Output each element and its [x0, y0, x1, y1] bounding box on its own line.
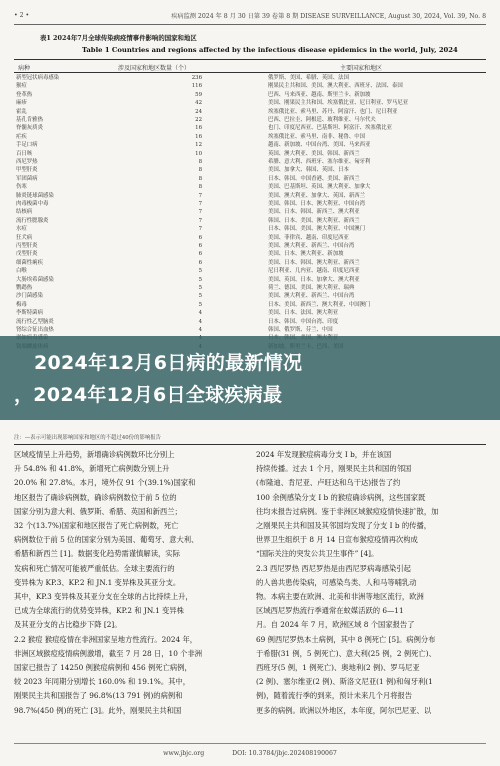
- table-row: [14, 234, 486, 242]
- cell-disease: 鹦鹉热: [16, 285, 33, 291]
- table-row: [14, 82, 486, 90]
- table-col-regions: 主要国家和地区: [340, 65, 383, 72]
- cell-regions: 尼日利亚、几内亚、越南、印度尼西亚: [268, 268, 360, 275]
- cell-regions: 日本、美国、新西兰、澳大利亚、中国澳门: [268, 301, 371, 308]
- table-top-rule: [14, 59, 486, 60]
- cell-count: 8: [198, 167, 202, 174]
- table-row: [14, 175, 486, 183]
- cell-count: 12: [195, 142, 202, 149]
- table-row: [14, 259, 486, 267]
- cell-regions: 巴西、马来西亚、越南、斯里兰卡、新加坡: [268, 91, 371, 98]
- cell-disease: 新型冠状病毒感染: [16, 75, 60, 81]
- cell-count: 16: [195, 125, 202, 132]
- cell-regions: 也门、印度尼西亚、巴基斯坦、阿富汗、埃塞俄比亚: [268, 125, 392, 132]
- body-text-line: 持续传播。过去 1 个月，刚果民主共和国的邻国: [256, 464, 412, 474]
- body-text-line: 国家已报告了 14250 例猴痘病例和 456 例死亡病例，: [14, 663, 192, 673]
- cell-disease: 肾综合征出血热: [16, 327, 54, 333]
- cell-disease: 大肠埃希菌感染: [16, 276, 54, 283]
- body-text-line: 刚果民主共和国报告了 96.8%(13 791 例)的病例和: [14, 691, 183, 701]
- cell-count: 16: [195, 133, 202, 140]
- cell-regions: 美国、英国、日本、加拿大、澳大利亚: [268, 276, 360, 283]
- cell-disease: 西尼罗热: [16, 159, 38, 165]
- body-text-line: 月。自 2024 年 7 月，欧洲区域 8 个国家报告了: [256, 620, 415, 630]
- body-text-line: 区域疫情呈上升趋势，新增确诊病例数环比分别上: [14, 450, 175, 459]
- table-bottom-rule: [14, 444, 486, 445]
- body-text-line: 例)，随着流行季的到来，预计未来几个月将报告: [256, 691, 413, 701]
- cell-regions: 韩国、俄罗斯、芬兰、中国: [268, 327, 333, 333]
- cell-disease: 基孔肯雅热: [16, 117, 43, 123]
- table-row: [14, 225, 486, 233]
- body-text-line: 西班牙(5 例，1 例死亡)、奥地利(2 例)、罗马尼亚: [256, 663, 420, 673]
- cell-count: 7: [198, 226, 202, 233]
- cell-count: 22: [195, 117, 202, 123]
- cell-regions: 美国、澳大利亚、新西兰、中国台湾: [268, 293, 355, 300]
- cell-count: 59: [195, 91, 202, 98]
- body-text-line: 及其亚分支的占比稳步下降 [2]。: [14, 620, 122, 630]
- body-text-line: 已成为全球流行的优势变异株，KP.2 和 JN.1 变异株: [14, 606, 184, 616]
- cell-count: 7: [198, 217, 202, 224]
- table-row: [14, 158, 486, 166]
- table-row: [14, 326, 486, 334]
- body-text-line: 于希腊(31 例，5 例死亡)、意大利(25 例，2 例死亡)、: [256, 648, 436, 658]
- footer-rule: [14, 743, 486, 744]
- cell-disease: 猴痘: [16, 83, 27, 90]
- body-text-line: 100 余例感染分支 I b 的猴痘确诊病例，这些国家既: [256, 492, 426, 502]
- cell-regions: 巴西、巴拉圭、阿根廷、玻利维亚、马尔代夫: [268, 117, 376, 123]
- body-text-line: 2024 年发现猴痘病毒分支 I b，并在该国: [256, 450, 392, 459]
- cell-count: 5: [198, 268, 202, 275]
- body-text-line: 物。本病主要在欧洲、北美和非洲等地区流行，欧洲: [256, 592, 424, 602]
- header-rule: [14, 24, 486, 25]
- cell-disease: 手足口病: [16, 142, 38, 149]
- body-text-line: 世界卫生组织于 8 月 14 日宣布猴痘疫情再次构成: [256, 535, 418, 545]
- cell-disease: 麻疹: [16, 100, 27, 107]
- body-text-line: 32 个(13.7%)国家和地区报告了死亡病例数，死亡: [14, 521, 179, 531]
- cell-regions: 美国、日本、澳大利亚、新加坡: [268, 251, 344, 258]
- table-row: [14, 292, 486, 300]
- cell-count: 236: [191, 75, 202, 81]
- cell-count: 4: [198, 310, 202, 317]
- body-text-line: 非洲区域猴痘疫情病例激增，截至 7 月 28 日，10 个非洲: [14, 648, 203, 658]
- cell-regions: 美国、菲律宾、越南、印度尼西亚: [268, 234, 349, 241]
- cell-count: 8: [198, 175, 202, 182]
- cell-regions: 希腊、意大利、西班牙、塞尔维亚、匈牙利: [268, 159, 371, 165]
- cell-regions: 美国、日本、韩国、澳大利亚、新西兰: [268, 259, 360, 266]
- table-caption-en: Table 1 Countries and regions affected by the infectious disease epidemics in the world, July, 2024: [82, 46, 458, 54]
- body-text-line: 较 2023 年同期分别增长 160.0% 和 19.1%。其中，: [14, 677, 191, 687]
- cell-regions: 日本、韩国、中国香港、美国、新西兰: [268, 175, 360, 182]
- cell-count: 5: [198, 276, 202, 283]
- table-row: [14, 116, 486, 124]
- cell-count: 6: [198, 234, 202, 241]
- table-row: [14, 276, 486, 284]
- doi-link[interactable]: DOI: 10.3784/jbjc.202408190067: [232, 749, 337, 757]
- running-footer: [14, 746, 486, 760]
- cell-regions: 美国、刚果民主共和国、埃塞俄比亚、尼日利亚、罗马尼亚: [268, 100, 409, 107]
- cell-regions: 美国、韩国、日本、澳大利亚、中国台湾: [268, 201, 366, 207]
- cell-disease: 结核病: [16, 209, 33, 216]
- cell-disease: 戊型肝炎: [16, 251, 38, 258]
- cell-disease: 细菌性痢疾: [16, 259, 43, 266]
- cell-disease: 霍乱: [16, 108, 27, 115]
- cell-count: 5: [198, 293, 202, 300]
- headline-line-2: ，2024年12月6日全球疾病最: [14, 384, 283, 406]
- cell-count: 4: [198, 327, 202, 333]
- cell-regions: 埃塞俄比亚、索马里、南非、秘鲁、中国: [268, 133, 366, 140]
- cell-disease: 肉毒梭菌中毒: [16, 201, 49, 207]
- journal-citation: 疾病监测 2024 年 8 月 30 日第 39 卷第 8 期 DISEASE SURVEILLANCE, August 30, 2024, Vol. 39, No. 8: [171, 12, 486, 20]
- journal-url[interactable]: www.jbjc.org: [163, 749, 205, 757]
- table-row: [14, 242, 486, 250]
- table-col-count: 涉及国家和地区数量（个）: [118, 65, 191, 72]
- cell-regions: 刚果民主共和国、美国、澳大利亚、西班牙、法国、泰国: [268, 83, 403, 90]
- table-body: [14, 74, 486, 336]
- cell-count: 42: [195, 100, 202, 107]
- body-text-line: 20.0% 和 27.8%。本月，境外仅 91 个(39.1%)国家和: [14, 478, 196, 488]
- table-row: [14, 309, 486, 317]
- table-row: [14, 250, 486, 258]
- table-row: [14, 166, 486, 174]
- body-text-line: 更多的病例。欧洲以外地区，本年度，阿尔巴尼亚、以: [256, 705, 432, 715]
- body-text-line: 希腊和新西兰 [1]。数据变化趋势需谨慎解读，实际: [14, 549, 180, 559]
- cell-regions: 埃塞俄比亚、索马里、苏丹、阿富汗、也门、尼日利亚: [268, 108, 398, 115]
- cell-regions: 美国、巴基斯坦、英国、澳大利亚、加拿大: [268, 184, 371, 191]
- cell-disease: 丙型肝炎: [16, 243, 38, 249]
- table-col-disease: 病种: [18, 65, 31, 72]
- cell-disease: 甲型肝炎: [16, 167, 38, 174]
- cell-disease: 百日咳: [16, 150, 33, 157]
- body-text-line: “国际关注的突发公共卫生事件” [4]。: [256, 549, 379, 559]
- body-text-line: 69 例西尼罗热本土病例，其中 8 例死亡 [5]。病例分布: [256, 634, 436, 644]
- table-row: [14, 318, 486, 326]
- body-text-line: 升 54.8% 和 41.8%，新增死亡病例数分别上升: [14, 464, 170, 474]
- cell-count: 24: [195, 108, 202, 115]
- table-row: [14, 133, 486, 141]
- cell-count: 8: [198, 184, 202, 191]
- body-text-line: (布隆迪、肯尼亚、卢旺达和乌干达)报告了约: [256, 478, 401, 488]
- body-text-line: 区域西尼罗热流行季通常在蚊媒活跃的 6—11: [256, 606, 404, 616]
- cell-disease: 狂犬病: [16, 234, 33, 241]
- body-text-line: (2 例)、塞尔维亚(2 例)、斯洛文尼亚(1 例)和匈牙利(1: [256, 677, 433, 687]
- table-row: [14, 200, 486, 208]
- table-row: [14, 183, 486, 191]
- headline-line-1: 2024年12月6日病的最新情况: [34, 352, 303, 374]
- body-text-line: 往均未报告过病例。鉴于非洲区域猴痘疫情快速扩散，加: [256, 506, 439, 516]
- table-head-rule: [14, 72, 486, 73]
- cell-disease: 军团菌病: [16, 175, 38, 182]
- table-caption-cn: 表1 2024年7月全球传染病疫情事件影响的国家和地区: [40, 34, 197, 42]
- table-row: [14, 267, 486, 275]
- cell-disease: 疟疾: [16, 133, 27, 140]
- table-row: [14, 284, 486, 292]
- table-row: [14, 108, 486, 116]
- cell-disease: 登革热: [16, 91, 33, 98]
- body-text-line: 地区报告了确诊病例数，确诊病例数位于前 5 位的: [14, 492, 177, 502]
- table-row: [14, 208, 486, 216]
- page-number: • 2 •: [14, 11, 30, 19]
- body-text-line: 2.2 猴痘 猴痘疫情在非洲国家呈地方性流行。2024 年，: [14, 634, 198, 644]
- table-row: [14, 74, 486, 82]
- table-row: [14, 150, 486, 158]
- cell-disease: 流行性乙型脑炎: [16, 318, 54, 325]
- table-row: [14, 91, 486, 99]
- cell-regions: 美国、日本、法国、澳大利亚: [268, 310, 339, 317]
- body-text-line: 发病和死亡情况可能被严重低估。全球主要流行的: [14, 563, 175, 573]
- cell-count: 116: [191, 83, 202, 90]
- cell-count: 6: [198, 259, 202, 266]
- cell-regions: 越南、新加坡、中国台湾、美国、马来西亚: [268, 142, 371, 149]
- cell-count: 8: [198, 159, 202, 165]
- cell-disease: 脊髓灰质炎: [16, 125, 43, 132]
- body-text-line: 病例数位于前 5 位的国家分别为美国、葡萄牙、意大利、: [14, 535, 199, 545]
- cell-count: 5: [198, 285, 202, 291]
- cell-regions: 英国、澳大利亚、美国、韩国、新西兰: [268, 150, 360, 157]
- table-row: [14, 99, 486, 107]
- cell-regions: 美国、澳大利亚、新西兰、中国台湾: [268, 243, 355, 249]
- table-row: [14, 217, 486, 225]
- cell-count: 4: [198, 318, 202, 325]
- body-text-line: 其中，KP.3 变异株及其亚分支在全球的占比持续上升，: [14, 592, 193, 602]
- cell-regions: 俄罗斯、美国、希腊、英国、法国: [268, 75, 349, 81]
- cell-disease: 水痘: [16, 226, 27, 233]
- cell-count: 6: [198, 251, 202, 258]
- body-text-line: 之刚果民主共和国及其邻国均发现了分支 I b 的传播，: [256, 521, 432, 531]
- cell-disease: 梅毒: [16, 301, 27, 308]
- cell-count: 5: [198, 301, 202, 308]
- body-text-line: 国家分别为意大利、俄罗斯、希腊、英国和新西兰；: [14, 506, 182, 516]
- cell-regions: 美国、日本、韩国、新西兰、澳大利亚: [268, 209, 360, 216]
- cell-regions: 荷兰、德国、美国、澳大利亚、瑞典: [268, 285, 355, 291]
- table-row: [14, 301, 486, 309]
- cell-disease: 白喉: [16, 268, 27, 275]
- body-text-line: 变异株为 KP.3、KP.2 和 JN.1 变异株及其亚分支。: [14, 577, 181, 587]
- table-footnote: 注：—表示可能出现影响国家和地区的不超过40份的影响报告: [14, 435, 162, 441]
- running-header: [14, 8, 486, 22]
- cell-disease: 沙门菌感染: [16, 293, 43, 300]
- cell-disease: 伤寒: [16, 184, 27, 191]
- body-text-line: 2.3 西尼罗热 西尼罗热是由西尼罗病毒感染引起: [256, 563, 411, 573]
- body-column-left: [14, 448, 246, 718]
- body-text-line: 的人兽共患传染病，可感染鸟类、人和马等哺乳动: [256, 577, 417, 587]
- cell-regions: 美国、加拿大、韩国、英国、日本: [268, 167, 349, 174]
- table-row: [14, 124, 486, 132]
- cell-regions: 日本、韩国、中国台湾、印度: [268, 318, 339, 325]
- body-text-line: 98.7%(450 例)的死亡 [3]。此外，刚果民主共和国: [14, 705, 182, 715]
- body-column-right: [256, 448, 488, 718]
- cell-count: 7: [198, 192, 202, 199]
- headline-banner: [0, 336, 500, 420]
- table-row: [14, 141, 486, 149]
- cell-regions: 日本、韩国、美国、澳大利亚、中国澳门: [268, 226, 366, 233]
- cell-count: 7: [198, 201, 202, 207]
- table-row: [14, 192, 486, 200]
- cell-disease: 肺炎链球菌感染: [16, 192, 54, 199]
- cell-regions: 韩国、日本、美国、澳大利亚、新西兰: [268, 217, 360, 224]
- cell-count: 10: [195, 150, 202, 157]
- cell-disease: 流行性腮腺炎: [16, 217, 49, 224]
- cell-count: 7: [198, 209, 202, 216]
- cell-disease: 李斯特菌病: [16, 310, 43, 317]
- cell-regions: 美国、澳大利亚、加拿大、英国、新西兰: [268, 192, 366, 199]
- cell-count: 6: [198, 243, 202, 249]
